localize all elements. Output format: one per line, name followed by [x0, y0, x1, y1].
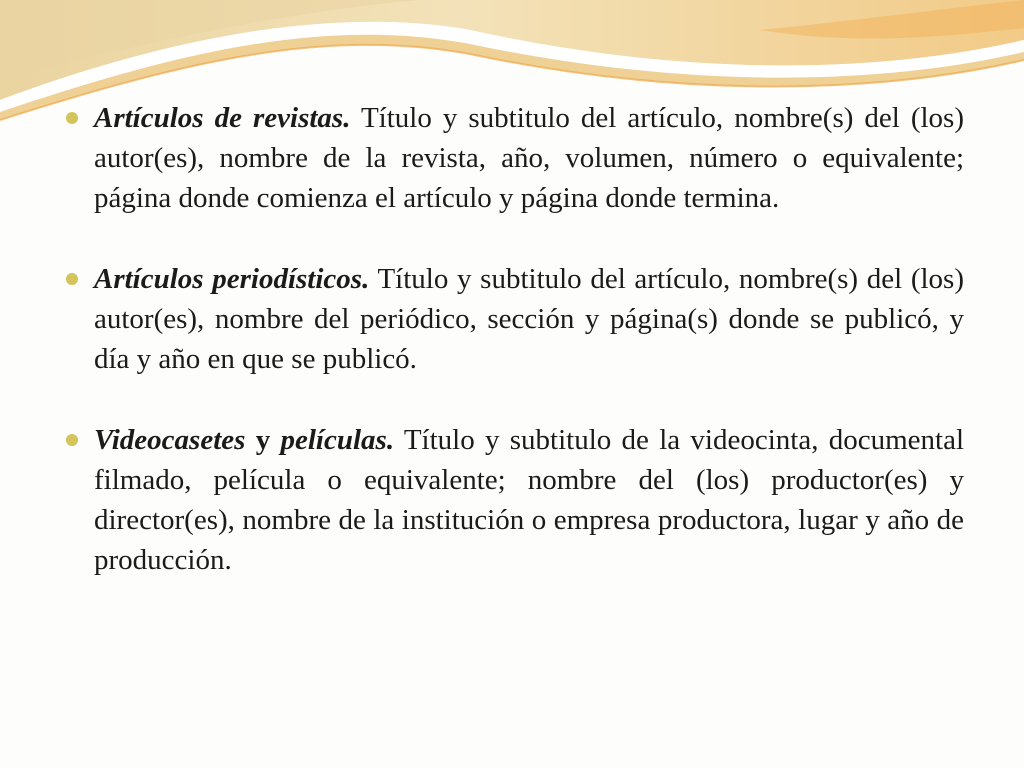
term-joiner: y — [245, 424, 281, 456]
term-label: Artículos periodísticos. — [94, 263, 370, 295]
term-description: Título y subtitulo del artículo, nombre(s) del (los) autor(es), nombre de la revista, año, volumen, número o equivalente; página donde comienza el artículo y página donde termina. — [94, 102, 965, 214]
bullet-icon — [66, 434, 78, 446]
bullet-icon — [66, 273, 78, 285]
list-item — [66, 420, 964, 580]
bullet-list — [66, 98, 964, 621]
bullet-icon — [66, 112, 78, 124]
term-description: Título y subtitulo del artículo, nombre(s) del (los) autor(es), nombre del periódico, sección y página(s) donde se publicó, y día y año en que se publicó. — [94, 263, 964, 375]
list-item — [66, 98, 964, 218]
term-label: Videocasetes — [94, 424, 246, 456]
term-label-second: películas. — [280, 424, 395, 456]
term-description: Título y subtitulo de la videocinta, documental filmado, película o equivalente; nombre del (los) productor(es) y director(es), nombre de la institución o empresa productora, lugar y año de producción. — [94, 424, 965, 576]
list-item — [66, 259, 964, 379]
term-label: Artículos de revistas. — [94, 102, 351, 134]
